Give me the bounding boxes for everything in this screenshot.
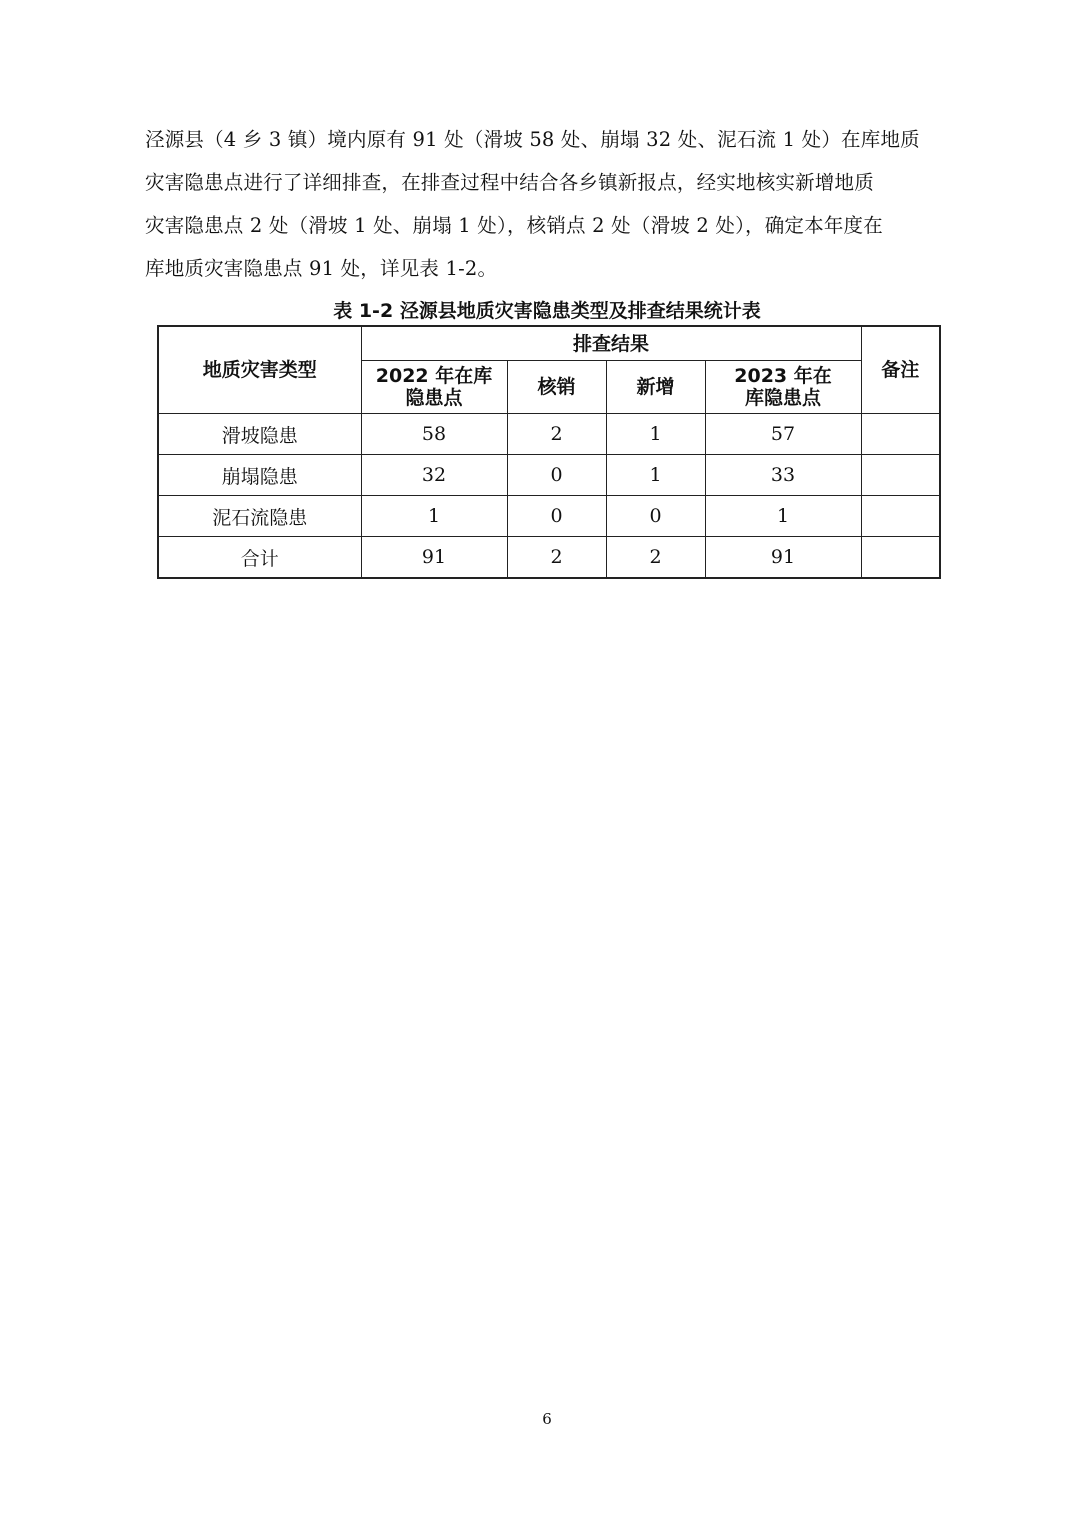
cell-2022: 91 bbox=[361, 537, 507, 579]
cell-added: 2 bbox=[606, 537, 705, 579]
paragraph-line: 灾害隐患点进行了详细排查，在排查过程中结合各乡镇新报点，经实地核实新增地质 bbox=[145, 171, 874, 194]
hazard-statistics-table bbox=[157, 325, 941, 579]
table-row bbox=[158, 496, 940, 537]
header-survey-results: 排查结果 bbox=[361, 326, 861, 361]
cell-added: 1 bbox=[606, 455, 705, 496]
header-hazard-type: 地质灾害类型 bbox=[158, 326, 361, 414]
cell-remark bbox=[861, 537, 940, 579]
header-2022-points: 2022 年在库隐患点 bbox=[361, 361, 507, 414]
cell-2022: 58 bbox=[361, 414, 507, 455]
cell-type: 泥石流隐患 bbox=[158, 496, 361, 537]
cell-type: 滑坡隐患 bbox=[158, 414, 361, 455]
table-row bbox=[158, 414, 940, 455]
table-caption: 表 1-2 泾源县地质灾害隐患类型及排查结果统计表 bbox=[333, 300, 761, 322]
cell-cancelled: 2 bbox=[507, 537, 606, 579]
cell-remark bbox=[861, 414, 940, 455]
table-row bbox=[158, 455, 940, 496]
cell-added: 0 bbox=[606, 496, 705, 537]
paragraph-line: 泾源县（4 乡 3 镇）境内原有 91 处（滑坡 58 处、崩塌 32 处、泥石流 1 处）在库地质 bbox=[145, 128, 920, 151]
cell-2023: 1 bbox=[705, 496, 861, 537]
cell-remark bbox=[861, 455, 940, 496]
cell-cancelled: 2 bbox=[507, 414, 606, 455]
header-remark: 备注 bbox=[861, 326, 940, 414]
page-number: 6 bbox=[542, 1410, 552, 1428]
cell-added: 1 bbox=[606, 414, 705, 455]
cell-type: 崩塌隐患 bbox=[158, 455, 361, 496]
table-row-total bbox=[158, 537, 940, 579]
cell-type: 合计 bbox=[158, 537, 361, 579]
header-2023-points: 2023 年在库隐患点 bbox=[705, 361, 861, 414]
paragraph-line: 灾害隐患点 2 处（滑坡 1 处、崩塌 1 处），核销点 2 处（滑坡 2 处），确定本年度在 bbox=[145, 214, 883, 237]
cell-2022: 1 bbox=[361, 496, 507, 537]
header-cancelled: 核销 bbox=[507, 361, 606, 414]
cell-remark bbox=[861, 496, 940, 537]
cell-2023: 91 bbox=[705, 537, 861, 579]
cell-cancelled: 0 bbox=[507, 496, 606, 537]
header-added: 新增 bbox=[606, 361, 705, 414]
cell-2023: 57 bbox=[705, 414, 861, 455]
table-header-row bbox=[158, 326, 940, 361]
cell-cancelled: 0 bbox=[507, 455, 606, 496]
cell-2023: 33 bbox=[705, 455, 861, 496]
paragraph-line: 库地质灾害隐患点 91 处，详见表 1-2。 bbox=[145, 257, 498, 280]
cell-2022: 32 bbox=[361, 455, 507, 496]
